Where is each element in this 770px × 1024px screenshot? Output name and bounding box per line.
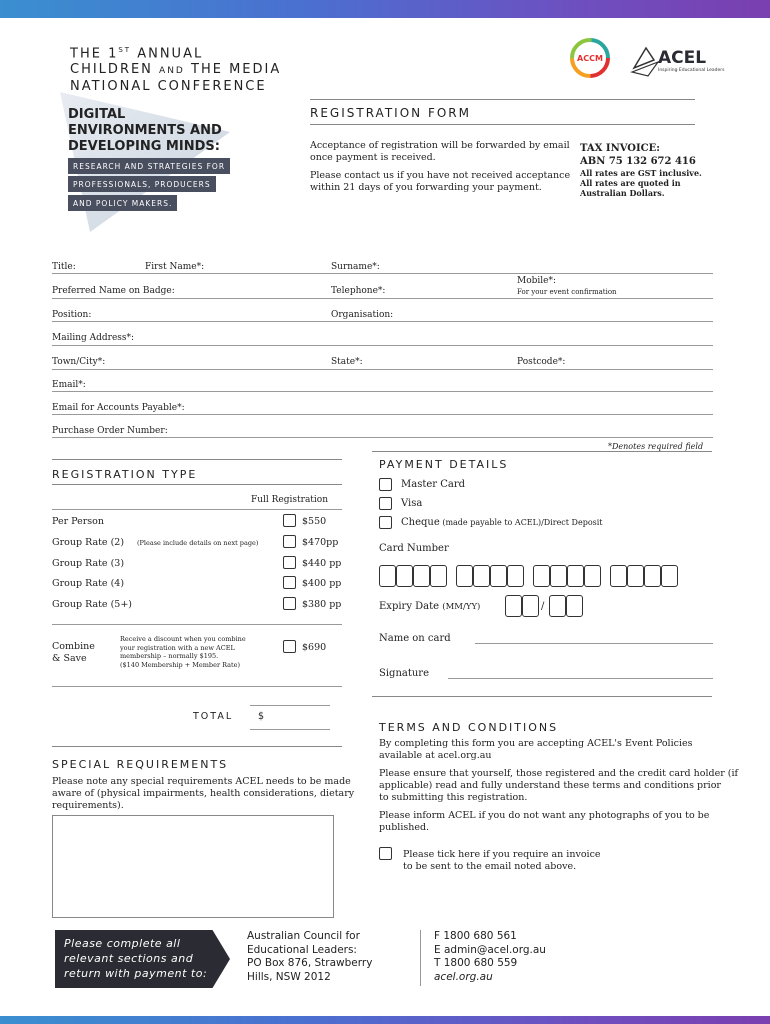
- website-link[interactable]: acel.org.au: [434, 970, 493, 983]
- invoice-checkbox[interactable]: [379, 847, 392, 860]
- conference-title: THE 1ST ANNUAL CHILDREN AND THE MEDIA NATIONAL CONFERENCE: [70, 46, 282, 95]
- mobile-field-label[interactable]: Mobile*:: [517, 276, 557, 286]
- total-currency: $: [258, 711, 265, 722]
- rate-price-group-3: $440 pp: [302, 558, 342, 569]
- bottom-gradient-bar: [0, 1016, 770, 1024]
- card-number-digit-box[interactable]: [644, 565, 661, 587]
- town-city-field-label[interactable]: Town/City*:: [52, 357, 106, 367]
- master-card-label: Master Card: [401, 479, 466, 490]
- telephone-field-label[interactable]: Telephone*:: [331, 286, 386, 296]
- rate-checkbox-group-2[interactable]: [283, 535, 296, 548]
- card-number-digit-box[interactable]: [379, 565, 396, 587]
- terms-paragraph-1: By completing this form you are accepting ACEL's Event Policies available at acel.org.au: [379, 738, 693, 761]
- divider: [52, 459, 342, 460]
- terms-title: TERMS AND CONDITIONS: [379, 721, 559, 734]
- card-number-digit-box[interactable]: [413, 565, 430, 587]
- total-line: [250, 705, 330, 706]
- email-address[interactable]: E admin@acel.org.au: [434, 943, 546, 956]
- card-number-digit-box[interactable]: [610, 565, 627, 587]
- svg-text:ACEL: ACEL: [658, 48, 707, 68]
- card-number-digit-box[interactable]: [490, 565, 507, 587]
- combine-price: $690: [302, 642, 327, 653]
- field-line: [52, 391, 713, 392]
- card-number-digit-box[interactable]: [473, 565, 490, 587]
- top-gradient-bar: [0, 0, 770, 18]
- return-instructions: Please complete all relevant sections and return with payment to:: [64, 937, 208, 980]
- expiry-year-box[interactable]: [549, 595, 566, 617]
- footer-divider: [420, 930, 421, 986]
- rate-label-group-3: Group Rate (3): [52, 558, 125, 569]
- expiry-year-box[interactable]: [566, 595, 583, 617]
- combine-checkbox[interactable]: [283, 640, 296, 653]
- combine-label: Combine & Save: [52, 641, 95, 664]
- contact-info: Please contact us if you have not received acceptance within 21 days of you forwarding your payment.: [310, 170, 571, 193]
- combine-note: Receive a discount when you combine your registration with a new ACEL membership – normally $195. ($140 Membership + Member Rate): [120, 635, 246, 669]
- card-number-digit-box[interactable]: [567, 565, 584, 587]
- rate-checkbox-group-3[interactable]: [283, 556, 296, 569]
- postal-address: Australian Council for Educational Leaders: PO Box 876, Strawberry Hills, NSW 2012: [247, 930, 373, 983]
- divider: [310, 99, 695, 100]
- card-number-digit-box[interactable]: [661, 565, 678, 587]
- master-card-checkbox[interactable]: [379, 478, 392, 491]
- acel-logo: [628, 38, 725, 78]
- field-line: [52, 273, 713, 274]
- mobile-note: For your event confirmation: [517, 288, 617, 296]
- divider: [372, 696, 712, 697]
- position-field-label[interactable]: Position:: [52, 310, 92, 320]
- payment-details-title: PAYMENT DETAILS: [379, 458, 509, 471]
- field-line: [52, 437, 713, 438]
- full-registration-header: Full Registration: [251, 495, 329, 505]
- field-line: [52, 321, 713, 322]
- invoice-label: Please tick here if you require an invoice to be sent to the email noted above.: [403, 849, 601, 872]
- expiry-month-box[interactable]: [522, 595, 539, 617]
- special-requirements-input[interactable]: [52, 815, 334, 918]
- first-name-field-label[interactable]: First Name*:: [145, 262, 205, 272]
- postcode-field-label[interactable]: Postcode*:: [517, 357, 566, 367]
- special-requirements-title: SPECIAL REQUIREMENTS: [52, 758, 229, 771]
- card-number-digit-box[interactable]: [550, 565, 567, 587]
- card-number-digit-box[interactable]: [627, 565, 644, 587]
- card-number-label: Card Number: [379, 543, 449, 554]
- theme-tag-2: PROFESSIONALS, PRODUCERS: [68, 176, 216, 192]
- theme-heading: DIGITAL ENVIRONMENTS AND DEVELOPING MINDS:: [68, 107, 222, 154]
- total-line: [250, 729, 330, 730]
- rate-price-group-2: $470pp: [302, 537, 339, 548]
- rate-checkbox-per-person[interactable]: [283, 514, 296, 527]
- divider: [52, 509, 342, 510]
- field-line: [52, 345, 713, 346]
- rate-checkbox-group-5[interactable]: [283, 597, 296, 610]
- cheque-label: Cheque (made payable to ACEL)/Direct Deposit: [401, 517, 603, 528]
- rate-label-group-4: Group Rate (4): [52, 578, 125, 589]
- terms-paragraph-3: Please inform ACEL if you do not want any photographs of you to be published.: [379, 810, 710, 833]
- acceptance-info: Acceptance of registration will be forwarded by email once payment is received.: [310, 140, 570, 163]
- total-label: TOTAL: [193, 711, 234, 722]
- rate-price-per-person: $550: [302, 516, 327, 527]
- field-line: [52, 369, 713, 370]
- rate-price-group-5: $380 pp: [302, 599, 342, 610]
- expiry-label: Expiry Date (MM/YY): [379, 601, 481, 612]
- preferred-name-field-label[interactable]: Preferred Name on Badge:: [52, 286, 175, 296]
- accm-logo: [562, 36, 618, 80]
- registration-type-title: REGISTRATION TYPE: [52, 468, 198, 481]
- purchase-order-field-label[interactable]: Purchase Order Number:: [52, 426, 168, 436]
- signature-line[interactable]: [448, 678, 713, 679]
- registration-form-title: REGISTRATION FORM: [310, 106, 471, 120]
- contact-details: [434, 930, 546, 984]
- theme-tag-1: RESEARCH AND STRATEGIES FOR: [68, 158, 230, 174]
- expiry-month-box[interactable]: [505, 595, 522, 617]
- special-requirements-text: Please note any special requirements ACEL needs to be made aware of (physical impairments, health considerations, dietary requirements).: [52, 776, 355, 811]
- divider: [310, 124, 695, 125]
- theme-tag-3: AND POLICY MAKERS.: [68, 195, 177, 211]
- email-field-label[interactable]: Email*:: [52, 380, 86, 390]
- required-note: *Denotes required field: [608, 442, 704, 451]
- divider: [52, 746, 342, 747]
- fax-number: F 1800 680 561: [434, 930, 517, 942]
- rate-note-group-2: (Please include details on next page): [137, 539, 259, 547]
- expiry-slash: /: [541, 601, 545, 612]
- divider: [52, 686, 342, 687]
- email-accounts-field-label[interactable]: Email for Accounts Payable*:: [52, 403, 185, 413]
- name-on-card-line[interactable]: [475, 643, 713, 644]
- surname-field-label[interactable]: Surname*:: [331, 262, 380, 272]
- rate-label-group-5: Group Rate (5+): [52, 599, 132, 610]
- title-field-label[interactable]: Title:: [52, 262, 76, 272]
- card-number-digit-box[interactable]: [396, 565, 413, 587]
- mailing-address-field-label[interactable]: Mailing Address*:: [52, 333, 135, 343]
- card-number-digit-box[interactable]: [584, 565, 601, 587]
- card-number-digit-box[interactable]: [430, 565, 447, 587]
- rate-label-per-person: Per Person: [52, 516, 104, 527]
- card-number-digit-box[interactable]: [507, 565, 524, 587]
- rate-label-group-2: Group Rate (2): [52, 537, 125, 548]
- organisation-field-label[interactable]: Organisation:: [331, 310, 394, 320]
- divider: [52, 624, 342, 625]
- signature-label: Signature: [379, 668, 430, 679]
- divider: [372, 451, 712, 452]
- rate-price-group-4: $400 pp: [302, 578, 342, 589]
- name-on-card-label: Name on card: [379, 633, 451, 644]
- divider: [52, 484, 342, 485]
- visa-label: Visa: [401, 498, 423, 509]
- field-line: [52, 414, 713, 415]
- card-number-digit-box[interactable]: [456, 565, 473, 587]
- state-field-label[interactable]: State*:: [331, 357, 363, 367]
- terms-paragraph-2: Please ensure that yourself, those registered and the credit card holder (if applicable) read and fully understand these terms and conditions prior to submitting this registration.: [379, 768, 739, 803]
- tax-invoice: TAX INVOICE: ABN 75 132 672 416 All rates are GST inclusive. All rates are quoted in Australian Dollars.: [580, 143, 702, 198]
- field-line: [52, 298, 713, 299]
- card-number-digit-box[interactable]: [533, 565, 550, 587]
- svg-text:ACCM: ACCM: [577, 54, 603, 63]
- cheque-checkbox[interactable]: [379, 516, 392, 529]
- svg-text:Inspiring Educational Leaders: Inspiring Educational Leaders: [658, 68, 725, 73]
- rate-checkbox-group-4[interactable]: [283, 576, 296, 589]
- visa-checkbox[interactable]: [379, 497, 392, 510]
- telephone-number: T 1800 680 559: [434, 957, 518, 969]
